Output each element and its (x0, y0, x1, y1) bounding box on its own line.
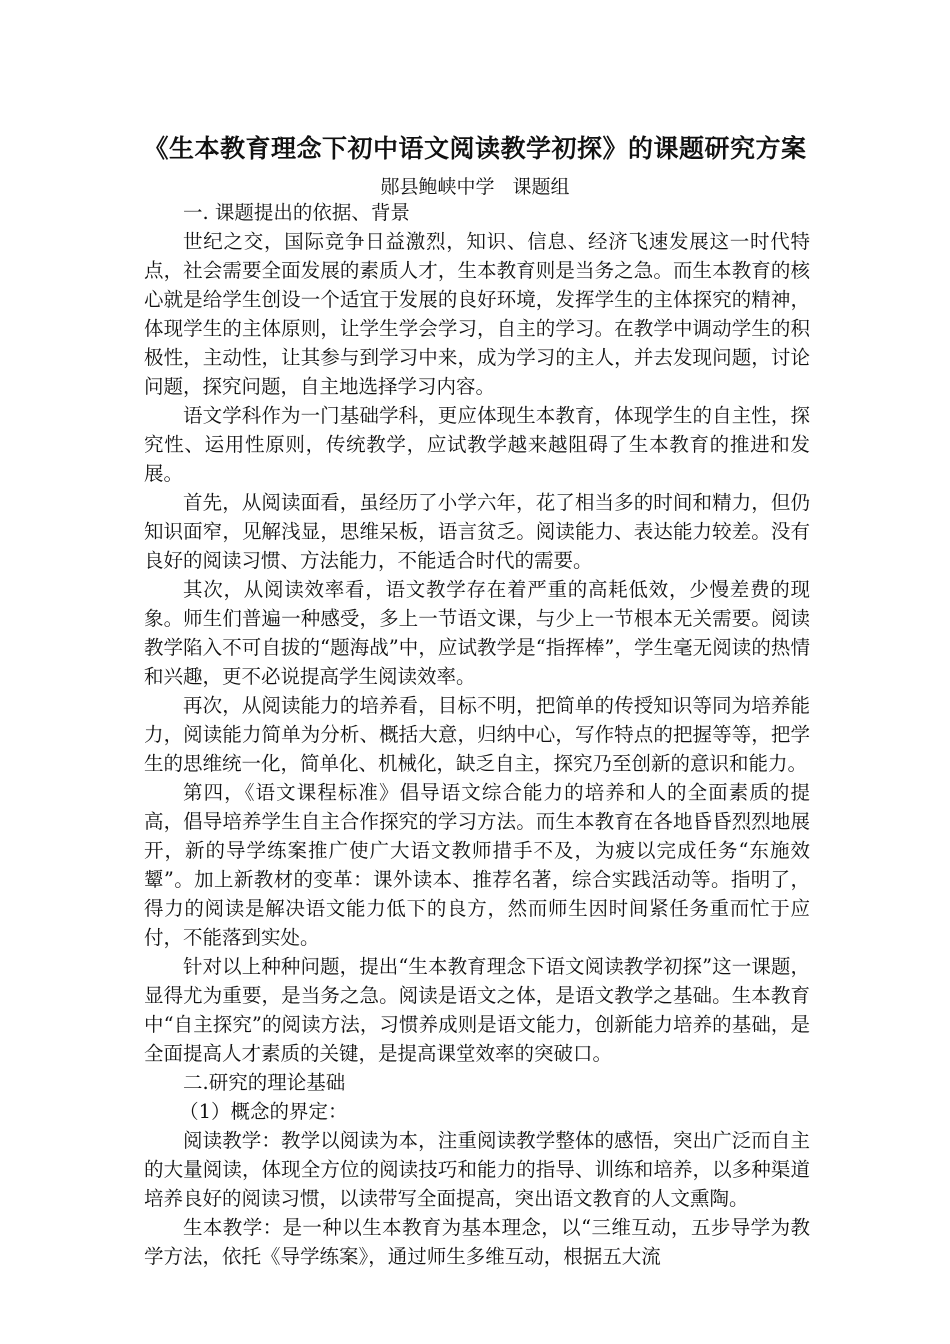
section-heading-2: 二.研究的理论基础 (183, 1071, 346, 1094)
document-subtitle: 郧县鲍峡中学 课题组 (380, 176, 570, 198)
subsection-heading: （1）概念的界定： (179, 1100, 348, 1123)
paragraph: 阅读教学：教学以阅读为本，注重阅读教学整体的感悟，突出广泛而自主的大量阅读，体现全方位的阅读技巧和能力的指导、训练和培养，以多种渠道培养良好的阅读习惯，以读带写全面提高，突出语文教育的人文熏陶。 (144, 1129, 810, 1210)
section-heading-1: 一. 课题提出的依据、背景 (183, 201, 410, 224)
paragraph: 语文学科作为一门基础学科，更应体现生本教育，体现学生的自主性，探究性、运用性原则，传统教学，应试教学越来越阻碍了生本教育的推进和发展。 (144, 404, 810, 485)
paragraph: 其次，从阅读效率看，语文教学存在着严重的高耗低效，少慢差费的现象。师生们普遍一种感受，多上一节语文课，与少上一节根本无关需要。阅读教学陷入不可自拔的“题海战”中，应试教学是“指挥棒”，学生毫无阅读的热情和兴趣，更不必说提高学生阅读效率。 (144, 578, 810, 688)
paragraph: 世纪之交，国际竞争日益激烈，知识、信息、经济飞速发展这一时代特点，社会需要全面发展的素质人才，生本教育则是当务之急。而生本教育的核心就是给学生创设一个适宜于发展的良好环境，发挥学生的主体探究的精神，体现学生的主体原则，让学生学会学习，自主的学习。在教学中调动学生的积极性，主动性，让其参与到学习中来，成为学习的主人，并去发现问题，讨论问题，探究问题，自主地选择学习内容。 (144, 230, 810, 398)
paragraph: 针对以上种种问题，提出“生本教育理念下语文阅读教学初探”这一课题，显得尤为重要，是当务之急。阅读是语文之体，是语文教学之基础。生本教育中“自主探究”的阅读方法，习惯养成则是语文能力，创新能力培养的基础，是全面提高人才素质的关键，是提高课堂效率的突破口。 (144, 955, 810, 1065)
paragraph: 首先，从阅读面看，虽经历了小学六年，花了相当多的时间和精力，但仍知识面窄，见解浅显，思维呆板，语言贫乏。阅读能力、表达能力较差。没有良好的阅读习惯、方法能力，不能适合时代的需要。 (144, 491, 810, 572)
document-body (144, 198, 810, 1271)
paragraph: 生本教学：是一种以生本教育为基本理念，以“三维互动，五步导学为教学方法，依托《导学练案》，通过师生多维互动，根据五大流 (144, 1216, 810, 1268)
paragraph: 第四，《语文课程标准》倡导语文综合能力的培养和人的全面素质的提高，倡导培养学生自主合作探究的学习方法。而生本教育在各地昏昏烈烈地展开，新的导学练案推广使广大语文教师措手不及，为疲以完成任务“东施效颦”。加上新教材的变革：课外读本、推荐名著，综合实践活动等。指明了，得力的阅读是解决语文能力低下的良方，然而师生因时间紧任务重而忙于应付，不能落到实处。 (144, 781, 810, 949)
document-title: 《生本教育理念下初中语文阅读教学初探》的课题研究方案 (143, 134, 807, 163)
paragraph: 再次，从阅读能力的培养看，目标不明，把简单的传授知识等同为培养能力，阅读能力简单为分析、概括大意，归纳中心，写作特点的把握等等，把学生的思维统一化，简单化、机械化，缺乏自主，探究乃至创新的意识和能力。 (144, 694, 810, 775)
